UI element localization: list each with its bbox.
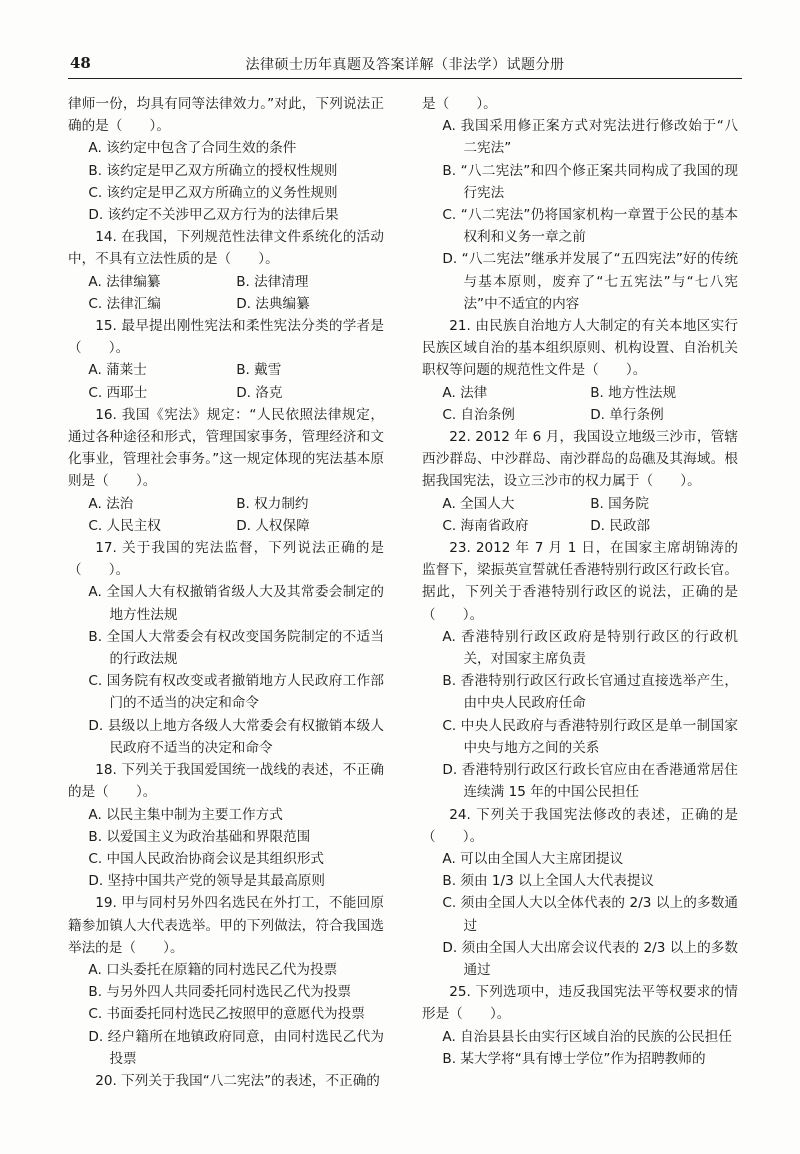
q15-option-a: A. 蒲莱士 xyxy=(88,362,147,379)
q17-option-a: A. 全国人大有权撤销省级人大及其常委会制定的地方性法规 xyxy=(88,584,384,623)
question-19: 19. 甲与同村另外四名选民在外打工，不能回原籍参加镇人大代表选举。甲的下列做法，符合我国选举法的是（ ）。 xyxy=(68,895,384,956)
page-number: 48 xyxy=(70,54,91,72)
question-25: 25. 下列选项中，违反我国宪法平等权要求的情形是（ ）。 xyxy=(422,984,738,1023)
left-column xyxy=(68,93,384,1092)
q18-option-c: C. 中国人民政治协商会议是其组织形式 xyxy=(88,850,325,867)
q19-option-a: A. 口头委托在原籍的同村选民乙代为投票 xyxy=(88,961,338,978)
q22-option-c: C. 海南省政府 xyxy=(442,517,529,534)
q16-options-row-1 xyxy=(68,493,384,515)
q21-option-d: D. 单行条例 xyxy=(590,406,664,423)
q24-option-a: A. 可以由全国人大主席团提议 xyxy=(442,850,624,867)
q15-options-row-1 xyxy=(68,359,384,381)
question-21: 21. 由民族自治地方人大制定的有关本地区实行民族区域自治的基本组织原则、机构设置、自治机关职权等问题的规范性文件是（ ）。 xyxy=(422,318,738,379)
q21-option-b: B. 地方性法规 xyxy=(590,384,677,401)
q20-option-a: A. 我国采用修正案方式对宪法进行修改始于“八二宪法” xyxy=(442,118,738,157)
q23-option-d: D. 香港特别行政区行政长官应由在香港通常居住连续满 15 年的中国公民担任 xyxy=(442,762,738,801)
q19-option-c: C. 书面委托同村选民乙按照甲的意愿代为投票 xyxy=(88,1006,365,1023)
q22-option-b: B. 国务院 xyxy=(590,495,649,512)
question-14: 14. 在我国，下列规范性法律文件系统化的活动中，不具有立法性质的是（ ）。 xyxy=(68,229,384,268)
question-22: 22. 2012 年 6 月，我国设立地级三沙市，管辖西沙群岛、中沙群岛、南沙群岛的岛礁及其海域。根据我国宪法，设立三沙市的权力属于（ ）。 xyxy=(422,429,738,490)
q17-option-c: C. 国务院有权改变或者撤销地方人民政府工作部门的不适当的决定和命令 xyxy=(88,673,384,712)
q17-option-d: D. 县级以上地方各级人大常委会有权撤销本级人民政府不适当的决定和命令 xyxy=(88,717,384,756)
q16-option-a: A. 法治 xyxy=(88,495,134,512)
question-17: 17. 关于我国的宪法监督，下列说法正确的是（ ）。 xyxy=(68,540,384,579)
q21-options-row-1 xyxy=(422,382,738,404)
q13-option-b: B. 该约定是甲乙双方所确立的授权性规则 xyxy=(88,162,338,179)
q24-option-b: B. 须由 1/3 以上全国人大代表提议 xyxy=(442,873,655,890)
q14-option-b: B. 法律清理 xyxy=(236,273,309,290)
q16-option-b: B. 权力制约 xyxy=(236,495,309,512)
question-20: 20. 下列关于我国“八二宪法”的表述，不正确的 xyxy=(95,1072,380,1089)
q18-option-d: D. 坚持中国共产党的领导是其最高原则 xyxy=(88,873,325,890)
q15-option-d: D. 洛克 xyxy=(236,384,283,401)
q25-option-a: A. 自治县县长由实行区域自治的民族的公民担任 xyxy=(442,1028,732,1045)
question-20-continuation: 是（ ）。 xyxy=(422,96,497,112)
question-24: 24. 下列关于我国宪法修改的表述，正确的是（ ）。 xyxy=(422,806,738,845)
q23-option-a: A. 香港特别行政区政府是特别行政区的行政机关，对国家主席负责 xyxy=(442,628,738,668)
q18-option-b: B. 以爱国主义为政治基础和界限范围 xyxy=(88,828,311,845)
q19-option-d: D. 经户籍所在地镇政府同意，由同村选民乙代为投票 xyxy=(88,1028,384,1067)
question-15: 15. 最早提出刚性宪法和柔性宪法分类的学者是（ ）。 xyxy=(68,318,384,357)
q24-option-c: C. 须由全国人大以全体代表的 2/3 以上的多数通过 xyxy=(442,895,738,934)
right-column xyxy=(422,93,738,1070)
q18-option-a: A. 以民主集中制为主要工作方式 xyxy=(88,806,283,823)
header-rule xyxy=(68,78,742,79)
q17-option-b: B. 全国人大常委会有权改变国务院制定的不适当的行政法规 xyxy=(88,628,384,668)
q16-options-row-2 xyxy=(68,515,384,537)
q14-option-d: D. 法典编纂 xyxy=(236,295,310,312)
q13-option-c: C. 该约定是甲乙双方所确立的义务性规则 xyxy=(88,184,338,201)
question-18: 18. 下列关于我国爱国统一战线的表述，不正确的是（ ）。 xyxy=(68,762,384,801)
question-13-continuation: 律师一份，均具有同等法律效力。”对此，下列说法正确的是（ ）。 xyxy=(68,96,384,135)
q21-options-row-2 xyxy=(422,404,738,426)
q13-option-d: D. 该约定不关涉甲乙双方行为的法律后果 xyxy=(88,207,339,224)
q16-option-c: C. 人民主权 xyxy=(88,517,161,534)
q15-options-row-2 xyxy=(68,382,384,404)
q22-option-a: A. 全国人大 xyxy=(442,495,515,512)
question-23: 23. 2012 年 7 月 1 日，在国家主席胡锦涛的监督下，梁振英宣誓就任香港特别行政区行政长官。据此，下列关于香港特别行政区的说法，正确的是（ ）。 xyxy=(422,540,738,623)
q20-option-d: D. “八二宪法”继承并发展了“五四宪法”好的传统与基本原则，废弃了“七五宪法”与“七八宪法”中不适宜的内容 xyxy=(442,251,738,312)
q14-options-row-1 xyxy=(68,271,384,293)
running-title: 法律硕士历年真题及答案详解（非法学）试题分册 xyxy=(245,57,565,73)
q14-option-a: A. 法律编纂 xyxy=(88,273,161,290)
page-header xyxy=(68,50,742,80)
q24-option-d: D. 须由全国人大出席会议代表的 2/3 以上的多数通过 xyxy=(442,939,738,978)
question-16: 16. 我国《宪法》规定：“人民依照法律规定，通过各种途径和形式，管理国家事务，管理经济和文化事业，管理社会事务。”这一规定体现的宪法基本原则是（ ）。 xyxy=(68,406,384,490)
q20-option-c: C. “八二宪法”仍将国家机构一章置于公民的基本权利和义务一章之前 xyxy=(442,207,738,246)
q23-option-b: B. 香港特别行政区行政长官通过直接选举产生，由中央人民政府任命 xyxy=(442,673,738,712)
q15-option-b: B. 戴雪 xyxy=(236,362,282,379)
q22-option-d: D. 民政部 xyxy=(590,517,651,534)
q25-option-b: B. 某大学将“具有博士学位”作为招聘教师的 xyxy=(442,1050,706,1067)
q21-option-a: A. 法律 xyxy=(442,384,488,401)
q13-option-a: A. 该约定中包含了合同生效的条件 xyxy=(88,140,297,157)
q14-option-c: C. 法律汇编 xyxy=(88,295,161,312)
q22-options-row-1 xyxy=(422,493,738,515)
q21-option-c: C. 自治条例 xyxy=(442,406,515,423)
q15-option-c: C. 西耶士 xyxy=(88,384,148,401)
q23-option-c: C. 中央人民政府与香港特别行政区是单一制国家中央与地方之间的关系 xyxy=(442,717,738,756)
q16-option-d: D. 人权保障 xyxy=(236,517,310,534)
q14-options-row-2 xyxy=(68,293,384,315)
q20-option-b: B. “八二宪法”和四个修正案共同构成了我国的现行宪法 xyxy=(442,162,738,201)
q19-option-b: B. 与另外四人共同委托同村选民乙代为投票 xyxy=(88,984,352,1001)
q22-options-row-2 xyxy=(422,515,738,537)
